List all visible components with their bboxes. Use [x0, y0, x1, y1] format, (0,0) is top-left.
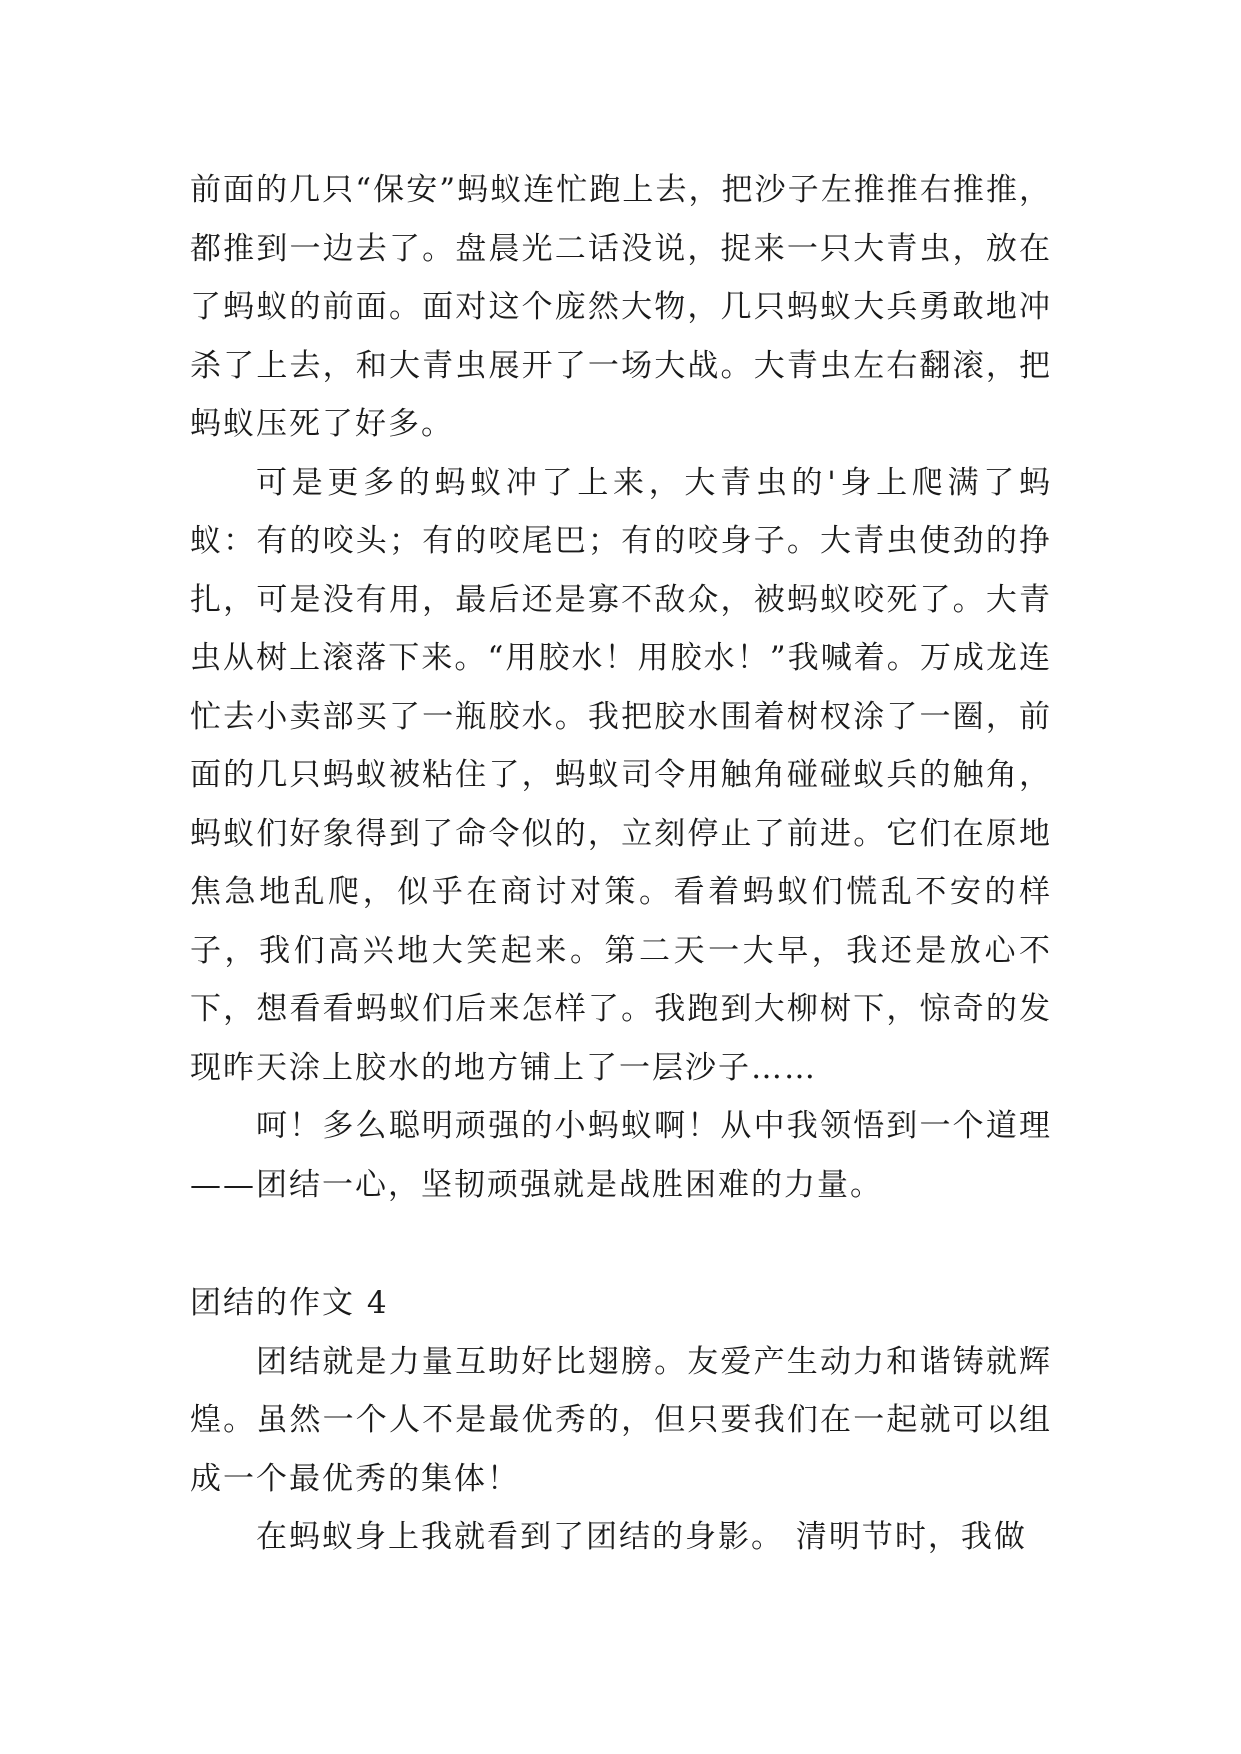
paragraph-continued: 前面的几只“保安”蚂蚁连忙跑上去，把沙子左推推右推推，都推到一边去了。盘晨光二话没说，捉来一只大青虫，放在了蚂蚁的前面。面对这个庞然大物，几只蚂蚁大兵勇敢地冲杀了上去，和大青虫展开了一场大战。大青虫左右翻滚，把蚂蚁压死了好多。 — [190, 172, 1052, 442]
paragraph: 团结就是力量互助好比翅膀。友爱产生动力和谐铸就辉煌。虽然一个人不是最优秀的，但只要我们在一起就可以组成一个最优秀的集体！ — [190, 1343, 1052, 1497]
section-title: 团结的作文 4 — [190, 1285, 389, 1321]
paragraph: 在蚂蚁身上我就看到了团结的身影。 清明节时，我做 — [256, 1519, 1027, 1555]
document-body — [190, 161, 1052, 1567]
paragraph: 呵！多么聪明顽强的小蚂蚁啊！从中我领悟到一个道理——团结一心，坚韧顽强就是战胜困难的力量。 — [190, 1108, 1052, 1203]
paragraph: 可是更多的蚂蚁冲了上来，大青虫的'身上爬满了蚂蚁：有的咬头；有的咬尾巴；有的咬身子。大青虫使劲的挣扎，可是没有用，最后还是寡不敌众，被蚂蚁咬死了。大青虫从树上滚落下来。“用胶水！用胶水！”我喊着。万成龙连忙去小卖部买了一瓶胶水。我把胶水围着树杈涂了一圈，前面的几只蚂蚁被粘住了，蚂蚁司令用触角碰碰蚁兵的触角，蚂蚁们好象得到了命令似的，立刻停止了前进。它们在原地焦急地乱爬，似乎在商讨对策。看着蚂蚁们慌乱不安的样子，我们高兴地大笑起来。第二天一大早，我还是放心不下，想看看蚂蚁们后来怎样了。我跑到大柳树下，惊奇的发现昨天涂上胶水的地方铺上了一层沙子…… — [190, 464, 1052, 1086]
